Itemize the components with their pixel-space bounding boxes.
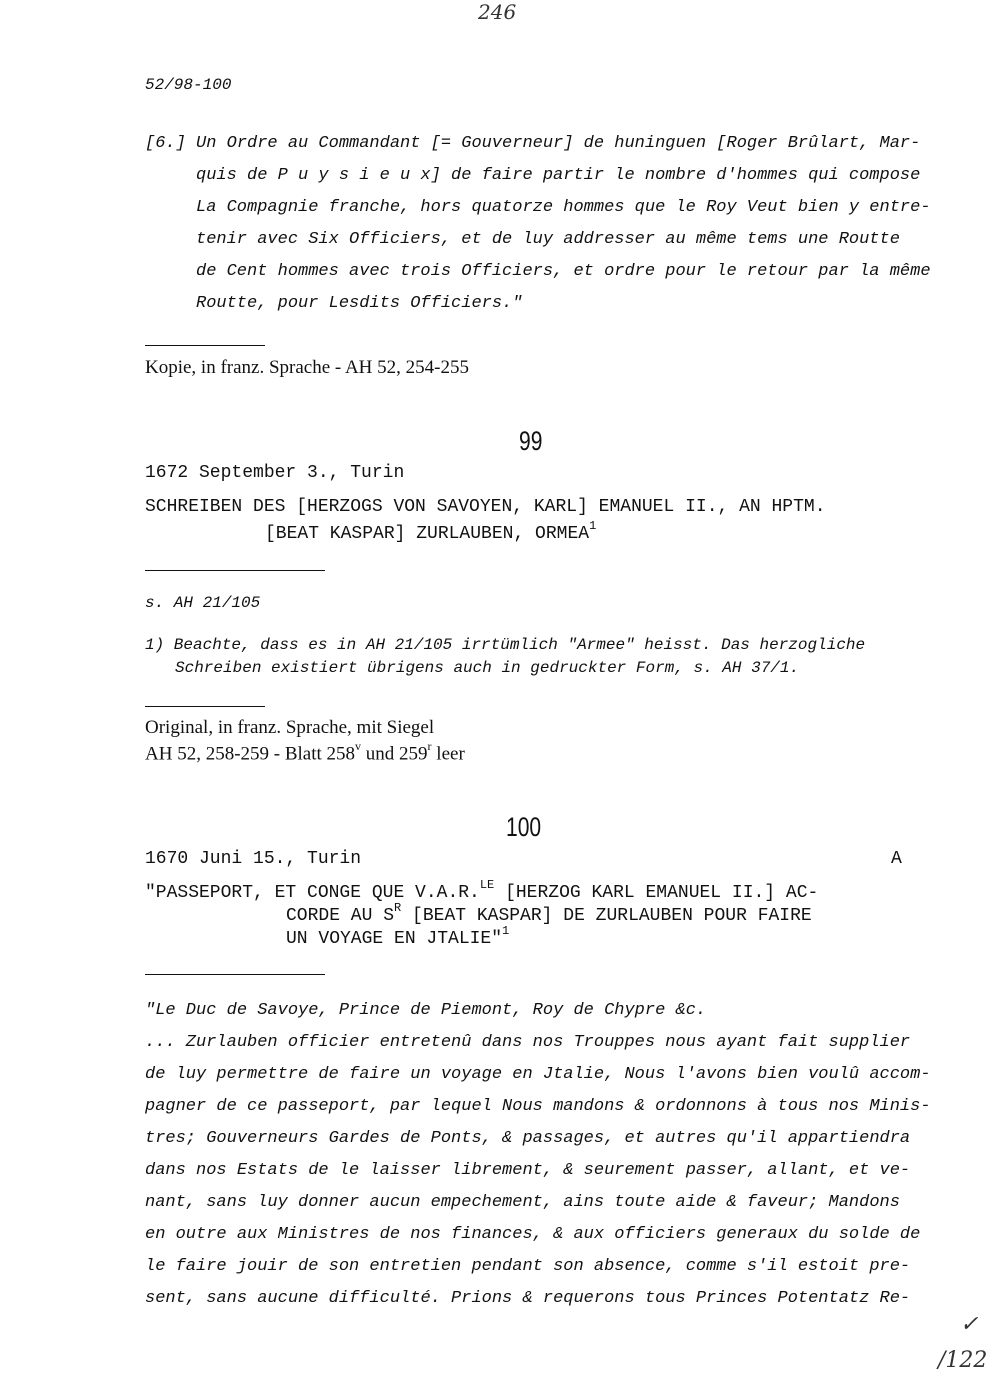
text-line: "Le Duc de Savoye, Prince de Piemont, Roy de Chypre &c. bbox=[145, 1001, 707, 1020]
excerpt-line: de Cent hommes avec trois Officiers, et ordre pour le retour par la même bbox=[196, 262, 931, 281]
text-line: sent, sans aucune difficulté. Prions & requerons tous Princes Potentatz Re- bbox=[145, 1289, 911, 1308]
entry-title-line: "PASSEPORT, ET CONGE QUE V.A.R.$^{LE}$ [HERZOG KARL EMANUEL II.] AC- bbox=[145, 878, 819, 903]
reference-number: 52/98-100 bbox=[145, 76, 232, 94]
archive-reference: s. AH 21/105 bbox=[145, 594, 261, 612]
entry-title-line: UN VOYAGE EN JTALIE"$^1$ bbox=[286, 924, 510, 949]
entry-title-line: CORDE AU $S^R$ [BEAT KASPAR] DE ZURLAUBEN POUR FAIRE bbox=[286, 901, 812, 926]
divider bbox=[145, 974, 325, 975]
entry-date-place: 1672 September 3., Turin bbox=[145, 463, 405, 483]
text-line: pagner de ce passeport, par lequel Nous mandons & ordonnons à tous nos Minis- bbox=[145, 1097, 931, 1116]
footnote-line: Schreiben existiert übrigens auch in gedruckter Form, s. AH 37/1. bbox=[175, 659, 800, 677]
text-line: nant, sans luy donner aucun empechement, ains toute aide & faveur; Mandons bbox=[145, 1193, 900, 1212]
text-line: le faire jouir de son entretien pendant son absence, comme s'il estoit pre- bbox=[145, 1257, 911, 1276]
source-note: Kopie, in franz. Sprache - AH 52, 254-255 bbox=[145, 357, 469, 378]
text-line: dans nos Estats de le laisser librement, & seurement passer, allant, et ve- bbox=[145, 1161, 911, 1180]
excerpt-line: tenir avec Six Officiers, et de luy addresser au même tems une Routte bbox=[196, 230, 900, 249]
entry-number: 99 bbox=[519, 426, 543, 456]
source-note: AH 52, 258-259 - Blatt 258$^v$ und 259$^r$ leer bbox=[145, 739, 465, 765]
divider bbox=[145, 570, 325, 571]
handwritten-folio-number: /122 bbox=[938, 1348, 988, 1373]
excerpt-line: [6.] Un Ordre au Commandant [= Gouverneur] de huninguen [Roger Brûlart, Mar- bbox=[145, 134, 921, 153]
text-line: en outre aux Ministres de nos finances, & aux officiers generaux du solde de bbox=[145, 1225, 921, 1244]
source-note: Original, in franz. Sprache, mit Siegel bbox=[145, 717, 435, 738]
excerpt-line: La Compagnie franche, hors quatorze hommes que le Roy Veut bien y entre- bbox=[196, 198, 931, 217]
text-line: tres; Gouverneurs Gardes de Ponts, & passages, et autres qu'il appartiendra bbox=[145, 1129, 911, 1148]
divider bbox=[145, 706, 265, 707]
text-line: ... Zurlauben officier entretenû dans nos Trouppes nous ayant fait supplier bbox=[145, 1033, 911, 1052]
excerpt-line: Routte, pour Lesdits Officiers." bbox=[196, 294, 523, 313]
entry-title-line: [BEAT KASPAR] ZURLAUBEN, ORMEA$^1$ bbox=[265, 519, 597, 544]
excerpt-line: quis de P u y s i e u x] de faire partir le nombre d'hommes qui compose bbox=[196, 166, 921, 185]
footnote-mark: 1 bbox=[589, 519, 597, 533]
handwritten-page-number: 246 bbox=[478, 0, 517, 24]
entry-title-line: SCHREIBEN DES [HERZOGS VON SAVOYEN, KARL] EMANUEL II., AN HPTM. bbox=[145, 497, 826, 517]
divider bbox=[145, 345, 265, 346]
entry-date-place: 1670 Juni 15., Turin bbox=[145, 849, 362, 869]
entry-marker: A bbox=[891, 849, 902, 869]
footnote-mark: 1 bbox=[502, 924, 510, 938]
footnote-line: 1) Beachte, dass es in AH 21/105 irrtümlich "Armee" heisst. Das herzogliche bbox=[145, 636, 866, 654]
entry-number: 100 bbox=[506, 812, 542, 842]
handwritten-check-mark: ✓ bbox=[960, 1312, 979, 1337]
text-line: de luy permettre de faire un voyage en Jtalie, Nous l'avons bien voulû accom- bbox=[145, 1065, 931, 1084]
